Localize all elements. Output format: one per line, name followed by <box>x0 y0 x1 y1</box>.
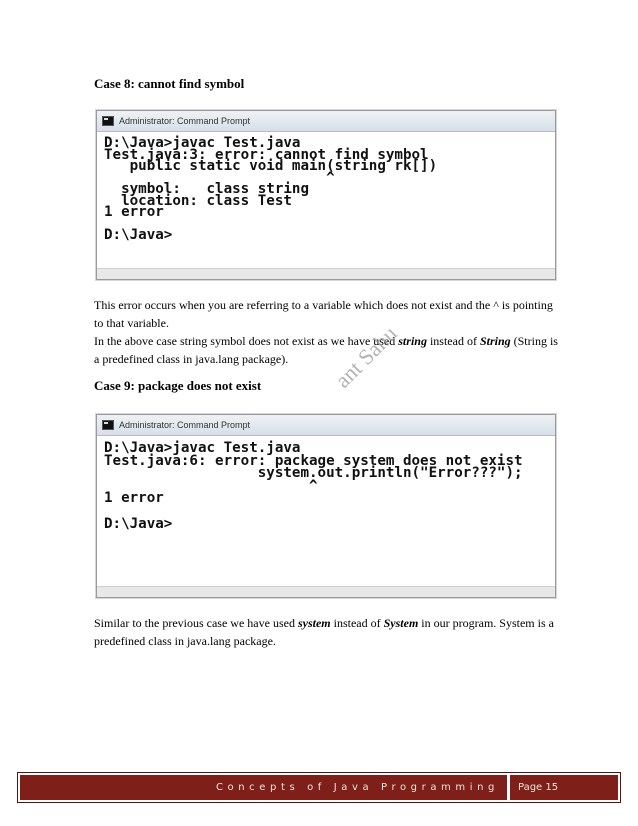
footer-page-number: Page 15 <box>510 775 618 800</box>
case9-window-title: Administrator: Command Prompt <box>119 420 251 430</box>
watermark-text: ant Sahu <box>330 320 402 393</box>
case8-titlebar <box>97 111 555 132</box>
case9-horizontal-scrollbar[interactable] <box>97 586 555 597</box>
footer-title: Concepts of Java Programming <box>20 775 507 800</box>
emphasis-string: string <box>398 334 427 348</box>
case8-window-title: Administrator: Command Prompt <box>119 116 251 126</box>
case9-para-line: Similar to the previous case we have used system instead of System in our program. System is a <box>94 616 554 630</box>
console-line: symbol: class string <box>104 181 309 197</box>
emphasis-System: System <box>383 616 419 630</box>
console-line: ^ <box>104 169 335 186</box>
console-line: ^ <box>104 477 318 494</box>
case8-explanation <box>94 296 580 368</box>
console-line: 1 error <box>104 204 164 220</box>
case9-titlebar <box>97 415 555 436</box>
case8-para-line: In the above case string symbol does not exist as we have used string instead of String (String is <box>94 334 558 348</box>
console-line: D:\Java> <box>104 227 173 243</box>
case8-command-prompt-window <box>96 110 556 280</box>
case8-horizontal-scrollbar[interactable] <box>97 268 555 279</box>
console-line: location: class Test <box>104 192 292 209</box>
command-prompt-icon <box>102 420 114 430</box>
console-line: 1 error <box>104 490 164 507</box>
case8-para-line: a predefined class in java.lang package). <box>94 352 289 366</box>
case9-command-prompt-window <box>96 414 556 598</box>
case8-para-line: to that variable. <box>94 316 169 330</box>
case8-heading: Case 8: cannot find symbol <box>94 76 245 91</box>
case8-para-line: This error occurs when you are referring to a variable which does not exist and the ^ is pointing <box>94 298 553 312</box>
case9-console-output <box>97 436 555 530</box>
emphasis-system: system <box>297 616 331 630</box>
emphasis-String: String <box>479 334 511 348</box>
case8-console-output <box>97 132 555 242</box>
case9-para-line: predefined class in java.lang package. <box>94 634 276 648</box>
console-line: D:\Java> <box>104 515 173 532</box>
case9-heading: Case 9: package does not exist <box>94 378 262 393</box>
console-line: system.out.println("Error???"); <box>104 465 523 482</box>
console-line: Test.java:6: error: package system does not exist <box>104 452 523 469</box>
page-footer <box>17 772 621 803</box>
console-line: D:\Java>javac Test.java <box>104 135 301 151</box>
console-line: Test.java:3: error: cannot find symbol <box>104 146 429 163</box>
console-line: D:\Java>javac Test.java <box>104 440 301 456</box>
console-line: public static void main(string rk[]) <box>104 158 438 174</box>
case9-explanation <box>94 614 580 650</box>
command-prompt-icon <box>102 116 114 126</box>
